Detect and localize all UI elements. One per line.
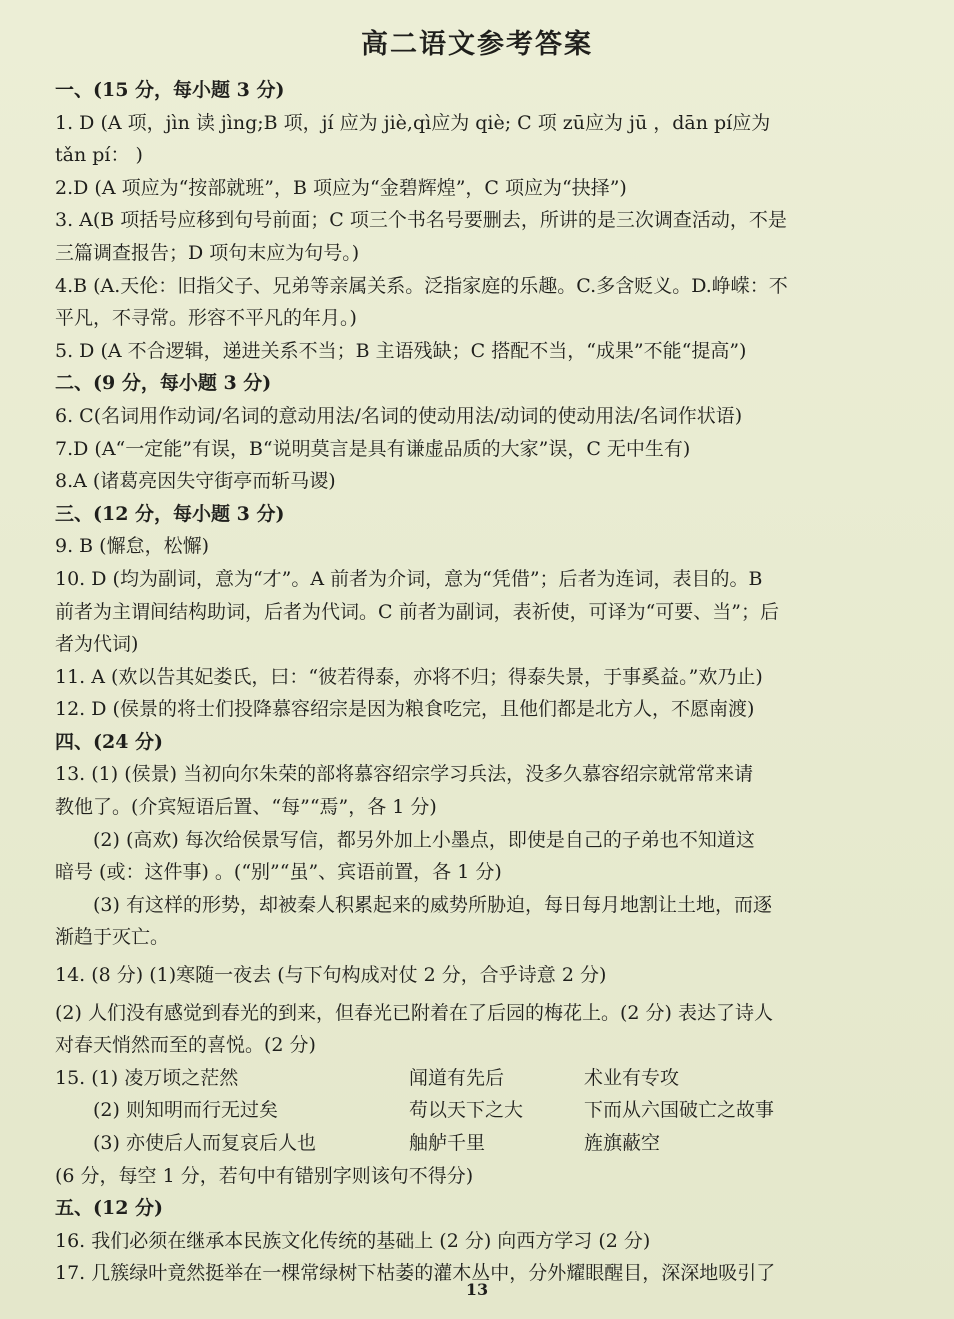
answer-line: 1. D (A 项，jìn 读 jìng;B 项，jí 应为 jiè,qì应为 qiè; C 项 zū应为 jū ，dān pí应为 [55, 111, 771, 134]
q15-cell: (3) 亦使后人而复哀后人也 [93, 1132, 316, 1154]
answer-line: (2) 人们没有感觉到春光的到来，但春光已附着在了后园的梅花上。(2 分) 表达了诗人 [55, 1001, 773, 1024]
answer-line: 4.B (A.天伦：旧指父子、兄弟等亲属关系。泛指家庭的乐趣。C.多含贬义。D.峥嵘：不 [55, 274, 788, 297]
q15-cell: 苟以天下之大 [409, 1099, 524, 1122]
answer-line: 10. D (均为副词，意为“才”。A 前者为介词，意为“凭借”；后者为连词，表目的。B [55, 567, 763, 590]
q15-row [55, 1094, 900, 1127]
section-heading: 一、(15 分，每小题 3 分) [55, 79, 285, 101]
section-heading: 五、(12 分) [55, 1197, 164, 1220]
q15-cell: 旌旗蔽空 [584, 1132, 661, 1154]
answer-line: 11. A (欢以告其妃娄氏，曰：“彼若得泰，亦将不归；得泰失景，于事奚益。”欢乃止) [55, 665, 763, 688]
answer-line: 三篇调查报告；D 项句末应为句号。) [55, 241, 360, 264]
answer-line: 9. B (懈怠，松懈) [55, 535, 209, 558]
answer-line: 14. (8 分) (1)寒随一夜去 (与下句构成对仗 2 分，合乎诗意 2 分) [55, 964, 607, 987]
answer-line: 6. C(名词用作动词/名词的意动用法/名词的使动用法/动词的使动用法/名词作状语) [55, 404, 743, 427]
answer-line: 3. A(B 项括号应移到句号前面；C 项三个书名号要删去，所讲的是三次调查活动，不是 [55, 209, 787, 232]
page-title: 高二语文参考答案 [361, 29, 593, 60]
q15-cell: 闻道有先后 [409, 1066, 505, 1089]
answer-content [55, 74, 900, 1290]
answer-line: 暗号 (或：这件事) 。(“别”“虽”、宾语前置，各 1 分) [55, 861, 502, 884]
answer-line: 13. (1) (侯景) 当初向尔朱荣的部将慕容绍宗学习兵法，没多久慕容绍宗就常常来请 [55, 763, 754, 786]
answer-line: 平凡，不寻常。形容不平凡的年月。) [55, 307, 357, 330]
q15-cell: 15. (1) 凌万顷之茫然 [55, 1066, 239, 1089]
answer-line: 17. 几簇绿叶竟然挺举在一棵常绿树下枯萎的灌木丛中，分外耀眼醒目，深深地吸引了 [55, 1262, 776, 1285]
q15-cell: (2) 则知明而行无过矣 [93, 1099, 278, 1122]
answer-line: tǎn pí： ) [55, 144, 143, 167]
answer-line: 5. D (A 不合逻辑，递进关系不当；B 主语残缺；C 搭配不当，“成果”不能“提高”) [55, 339, 747, 362]
answer-line: 12. D (侯景的将士们投降慕容绍宗是因为粮食吃完，且他们都是北方人，不愿南渡) [55, 698, 755, 721]
q15-row [55, 1127, 900, 1160]
answer-line: 16. 我们必须在继承本民族文化传统的基础上 (2 分) 向西方学习 (2 分) [55, 1229, 651, 1252]
answer-line: (6 分，每空 1 分，若句中有错别字则该句不得分) [55, 1164, 474, 1187]
section-heading: 二、(9 分，每小题 3 分) [55, 372, 272, 395]
answer-line: 8.A (诸葛亮因失守街亭而斩马谡) [55, 470, 336, 493]
answer-line: 7.D (A“一定能”有误，B“说明莫言是具有谦虚品质的大家”误，C 无中生有) [55, 437, 691, 460]
q15-cell: 下而从六国破亡之故事 [584, 1099, 775, 1122]
q15-cell: 术业有专攻 [584, 1066, 680, 1089]
answer-line: 2.D (A 项应为“按部就班”，B 项应为“金碧辉煌”，C 项应为“抉择”) [55, 176, 627, 199]
q15-cell: 舳舻千里 [409, 1132, 486, 1154]
answer-line: (3) 有这样的形势，却被秦人积累起来的威势所胁迫，每日每月地割让土地，而逐 [93, 893, 772, 916]
answer-line: 者为代词) [55, 633, 139, 656]
q15-row [55, 1062, 900, 1095]
answer-line: 前者为主谓间结构助词，后者为代词。C 前者为副词，表祈使，可译为“可要、当”；后 [55, 600, 780, 623]
answer-line: 教他了。(介宾短语后置、“每”“焉”，各 1 分) [55, 796, 437, 819]
section-heading: 四、(24 分) [55, 730, 164, 753]
answer-line: (2) (高欢) 每次给侯景写信，都另外加上小墨点，即使是自己的子弟也不知道这 [93, 828, 755, 851]
page-number: 13 [465, 1280, 489, 1299]
answer-line: 对春天悄然而至的喜悦。(2 分) [55, 1034, 316, 1057]
section-heading: 三、(12 分，每小题 3 分) [55, 502, 285, 525]
answer-line: 渐趋于灭亡。 [55, 926, 170, 949]
